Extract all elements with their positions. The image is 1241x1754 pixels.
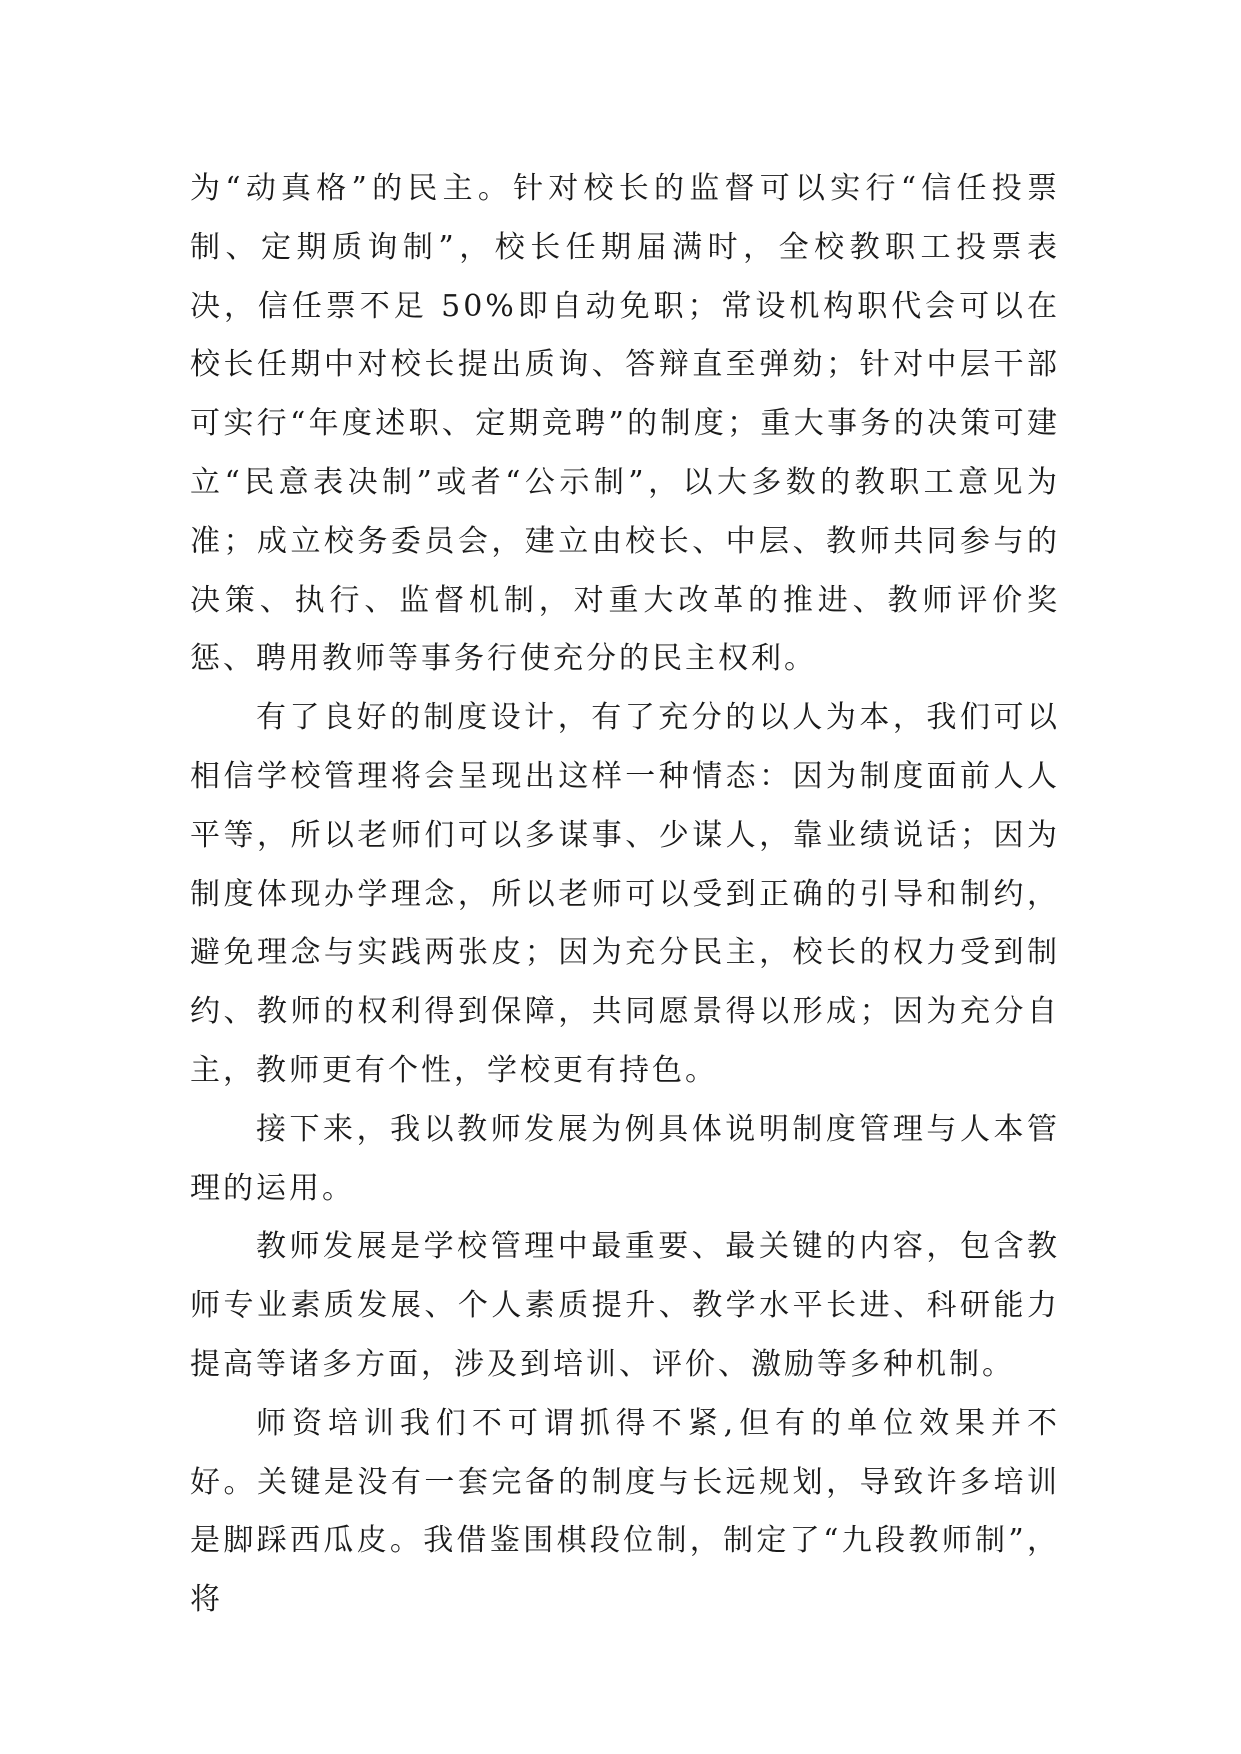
paragraph-5: 师资培训我们不可谓抓得不紧,但有的单位效果并不好。关键是没有一套完备的制度与长远规划，导致许多培训是脚踩西瓜皮。我借鉴围棋段位制，制定了“九段教师制”，将 [190, 1405, 1060, 1618]
paragraph-1: 为“动真格”的民主。针对校长的监督可以实行“信任投票制、定期质询制”，校长任期届满时，全校教职工投票表决，信任票不足 50%即自动免职；常设机构职代会可以在校长任期中对校长提出质询、答辩直至弹劾；针对中层干部可实行“年度述职、定期竞聘”的制度；重大事务的决策可建立“民意表决制”或者“公示制”，以大多数的教职工意见为准；成立校务委员会，建立由校长、中层、教师共同参与的决策、执行、监督机制，对重大改革的推进、教师评价奖惩、聘用教师等事务行使充分的民主权利。 [190, 171, 1060, 677]
paragraph-3: 接下来，我以教师发展为例具体说明制度管理与人本管理的运用。 [190, 1111, 1060, 1206]
paragraph-4: 教师发展是学校管理中最重要、最关键的内容，包含教师专业素质发展、个人素质提升、教学水平长进、科研能力提高等诸多方面，涉及到培训、评价、激励等多种机制。 [190, 1229, 1060, 1382]
document-body [190, 160, 1060, 1630]
paragraph-2: 有了良好的制度设计，有了充分的以人为本，我们可以相信学校管理将会呈现出这样一种情态：因为制度面前人人平等，所以老师们可以多谋事、少谋人，靠业绩说话；因为制度体现办学理念，所以老师可以受到正确的引导和制约，避免理念与实践两张皮；因为充分民主，校长的权力受到制约、教师的权利得到保障，共同愿景得以形成；因为充分自主，教师更有个性，学校更有持色。 [190, 700, 1060, 1088]
